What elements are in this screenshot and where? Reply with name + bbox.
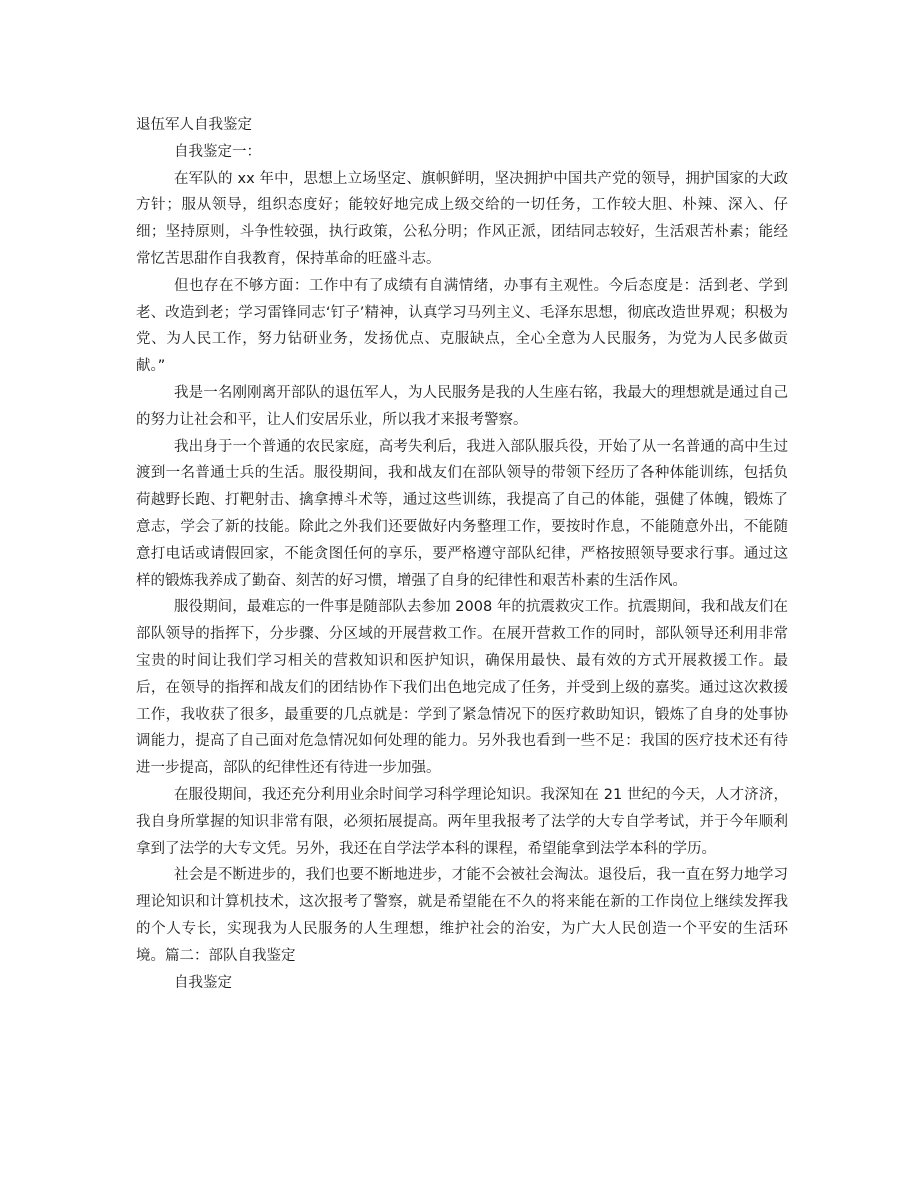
document-title: 退伍军人自我鉴定 xyxy=(136,117,252,133)
paragraph: 社会是不断进步的，我们也要不断地进步，才能不会被社会淘汰。退役后，我一直在努力地学习理论知识和计算机技术，这次报考了警察，就是希望能在不久的将来能在新的工作岗位上继续发挥我的个人专长，实现我为人民服务的人生理想，维护社会的治安，为广大人民创造一个平安的生活环境。篇二：部队自我鉴定 xyxy=(136,867,788,964)
section-heading-2: 自我鉴定 xyxy=(174,974,232,991)
paragraph: 我出身于一个普通的农民家庭，高考失利后，我进入部队服兵役，开始了从一名普通的高中生过渡到一名普通士兵的生活。服役期间，我和战友们在部队领导的带领下经历了各种体能训练，包括负荷越野长跑、打靶射击、擒拿搏斗术等，通过这些训练，我提高了自己的体能，强健了体魄，锻炼了意志，学会了新的技能。除此之外我们还要做好内务整理工作，要按时作息，不能随意外出，不能随意打电话或请假回家，不能贪图任何的享乐，要严格遵守部队纪律，严格按照领导要求行事。通过这样的锻炼我养成了勤奋、刻苦的好习惯，增强了自身的纪律性和艰苦朴素的生活作风。 xyxy=(136,438,788,589)
paragraph: 但也存在不够方面：工作中有了成绩有自满情绪，办事有主观性。今后态度是：活到老、学到老、改造到老；学习雷锋同志‘钉子’精神，认真学习马列主义、毛泽东思想，彻底改造世界观；积极为党、为人民工作，努力钻研业务，发扬优点、克服缺点，全心全意为人民服务，为党为人民多做贡献。” xyxy=(136,277,788,375)
paragraph: 在军队的 xx 年中，思想上立场坚定、旗帜鲜明，坚决拥护中国共产党的领导，拥护国家的大政方针；服从领导，组织态度好；能较好地完成上级交给的一切任务，工作较大胆、朴辣、深入、仔细；坚持原则，斗争性较强，执行政策，公私分明；作风正派，团结同志较好，生活艰苦朴素；能经常忆苦思甜作自我教育，保持革命的旺盛斗志。 xyxy=(136,170,788,267)
section-heading-1: 自我鉴定一： xyxy=(174,143,261,160)
paragraph: 在服役期间，我还充分利用业余时间学习科学理论知识。我深知在 21 世纪的今天，人才济济，我自身所掌握的知识非常有限，必须拓展提高。两年里我报考了法学的大专自学考试，并于今年顺利拿到了法学的大专文凭。另外，我还在自学法学本科的课程，希望能拿到法学本科的学历。 xyxy=(136,786,788,857)
document-page xyxy=(136,112,788,996)
paragraph: 我是一名刚刚离开部队的退伍军人，为人民服务是我的人生座右铭，我最大的理想就是通过自己的努力让社会和平，让人们安居乐业，所以我才来报考警察。 xyxy=(136,384,788,428)
paragraph: 服役期间，最难忘的一件事是随部队去参加 2008 年的抗震救灾工作。抗震期间，我和战友们在部队领导的指挥下，分步骤、分区域的开展营救工作。在展开营救工作的同时，部队领导还利用非常宝贵的时间让我们学习相关的营救知识和医护知识，确保用最快、最有效的方式开展救援工作。最后，在领导的指挥和战友们的团结协作下我们出色地完成了任务，并受到上级的嘉奖。通过这次救援工作，我收获了很多，最重要的几点就是：学到了紧急情况下的医疗救助知识，锻炼了自身的处事协调能力，提高了自己面对危急情况如何处理的能力。另外我也看到一些不足：我国的医疗技术还有待进一步提高，部队的纪律性还有待进一步加强。 xyxy=(136,599,788,777)
